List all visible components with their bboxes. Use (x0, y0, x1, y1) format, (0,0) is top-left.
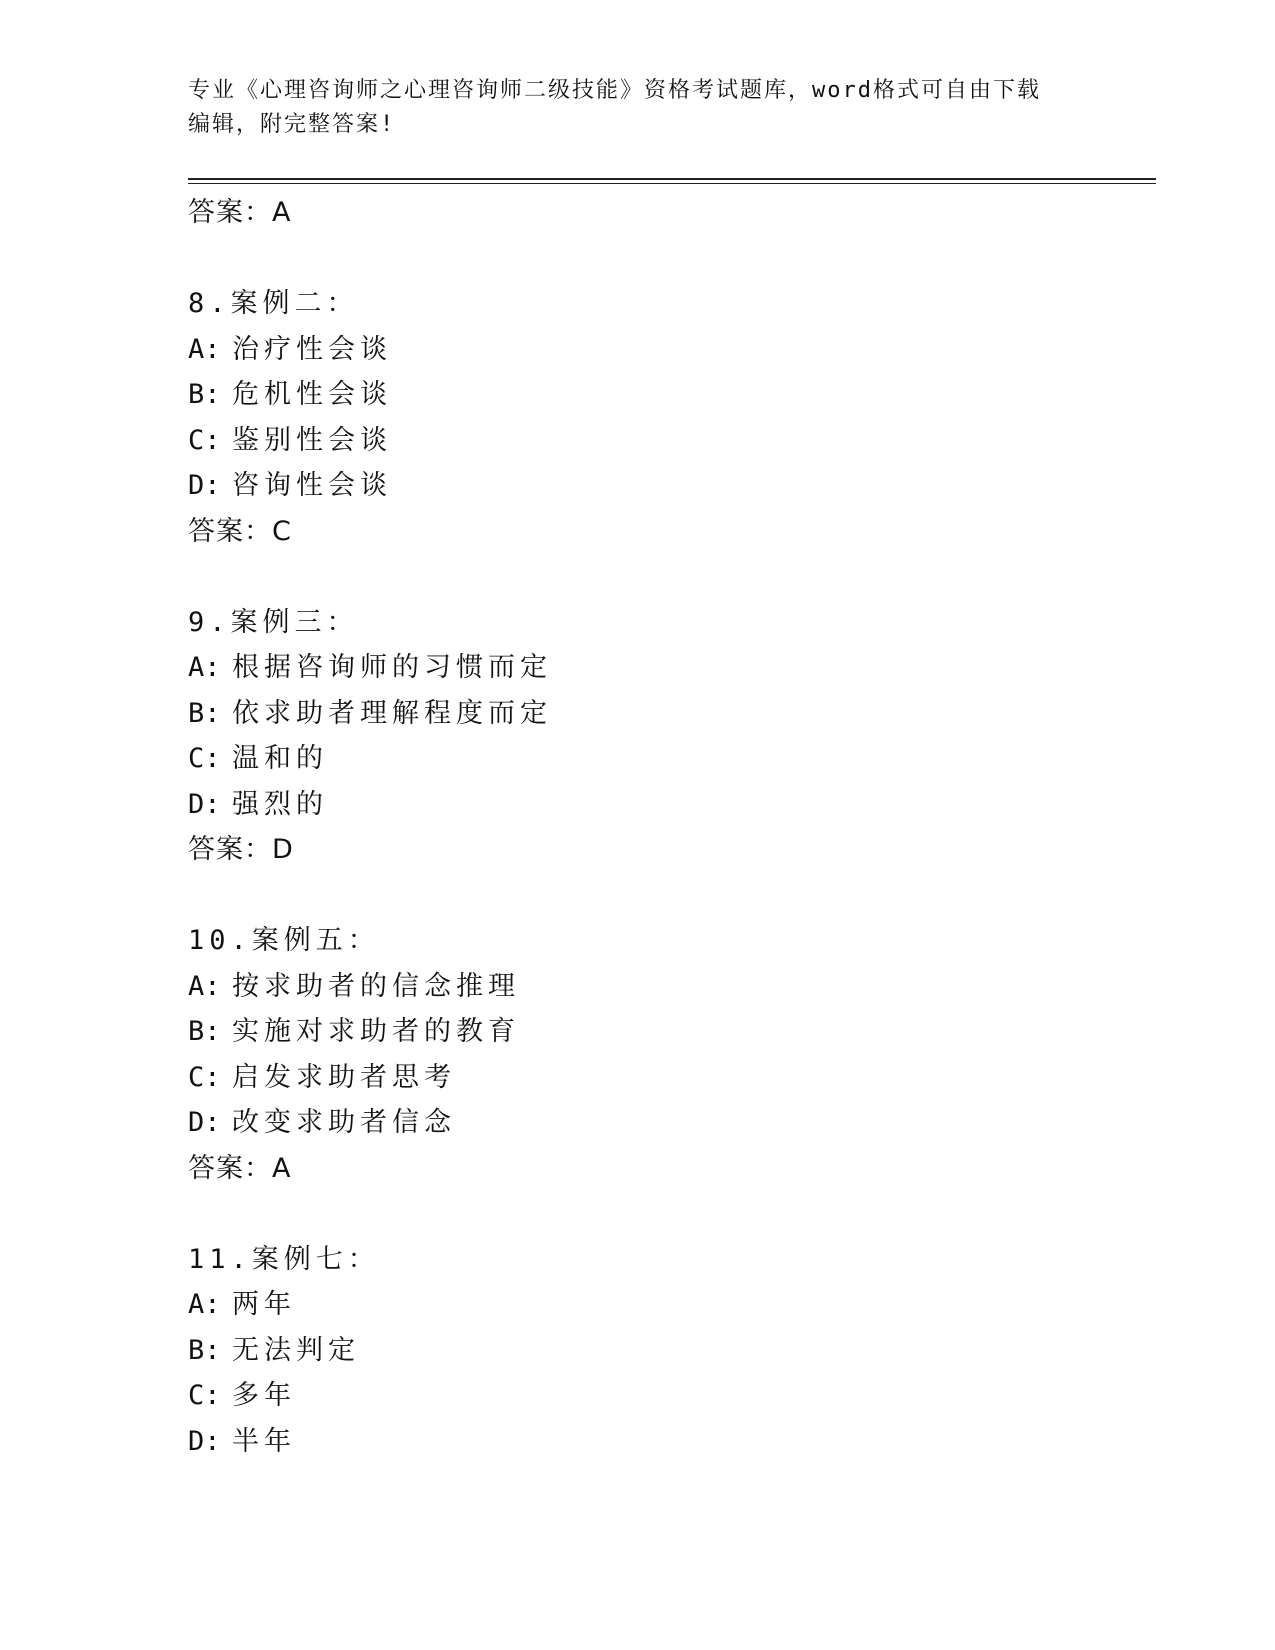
option-b (188, 1328, 1148, 1374)
option-a (188, 645, 1148, 691)
option-key: D: (188, 788, 221, 820)
header-divider-thin (188, 183, 1156, 184)
question-list (188, 190, 1148, 1464)
option-key: A: (188, 333, 221, 365)
option-b (188, 372, 1148, 418)
option-text: 鉴别性会谈 (232, 424, 392, 456)
answer-line: 答案：D (188, 834, 294, 865)
option-d (188, 1419, 1148, 1465)
option-d (188, 782, 1148, 828)
question-title: 9.案例三： (188, 606, 359, 638)
option-text: 无法判定 (232, 1334, 360, 1366)
question-title: 10.案例五： (188, 925, 380, 956)
option-text: 实施对求助者的教育 (232, 1016, 520, 1047)
option-key: D: (188, 1425, 221, 1457)
option-key: C: (188, 1061, 221, 1093)
answer-line: 答案：A (188, 1152, 292, 1184)
option-key: C: (188, 743, 221, 774)
option-key: A: (188, 1289, 221, 1320)
option-c (188, 736, 1148, 782)
question-title: 8.案例二： (188, 288, 359, 319)
option-text: 温和的 (232, 743, 328, 774)
option-text: 咨询性会谈 (232, 470, 392, 501)
header-line-1: 专业《心理咨询师之心理咨询师二级技能》资格考试题库，word格式可自由下载 (188, 78, 1041, 103)
option-text: 启发求助者思考 (232, 1061, 456, 1093)
option-text: 依求助者理解程度而定 (232, 697, 552, 729)
option-text: 改变求助者信念 (232, 1107, 456, 1138)
question-block (188, 600, 1148, 873)
question-block (188, 1237, 1148, 1465)
header-divider-thick (188, 178, 1156, 180)
document-header (188, 74, 1068, 142)
option-key: B: (188, 1016, 221, 1047)
option-text: 按求助者的信念推理 (232, 970, 520, 1002)
option-key: C: (188, 424, 221, 456)
option-key: B: (188, 697, 221, 729)
option-key: D: (188, 470, 221, 501)
option-text: 半年 (232, 1425, 296, 1457)
question-title: 11.案例七： (188, 1243, 380, 1275)
option-text: 两年 (232, 1289, 296, 1320)
answer-line: 答案：A (188, 197, 292, 228)
option-key: A: (188, 652, 221, 683)
option-text: 危机性会谈 (232, 379, 392, 410)
option-a (188, 327, 1148, 373)
option-a (188, 1282, 1148, 1328)
option-c (188, 1373, 1148, 1419)
option-text: 治疗性会谈 (232, 333, 392, 365)
option-text: 多年 (232, 1380, 296, 1411)
option-key: B: (188, 1334, 221, 1366)
option-d (188, 1100, 1148, 1146)
option-key: B: (188, 379, 221, 410)
question-block (188, 918, 1148, 1191)
option-b (188, 1009, 1148, 1055)
header-line-2: 编辑，附完整答案! (188, 112, 396, 137)
option-text: 强烈的 (232, 788, 328, 820)
option-a (188, 964, 1148, 1010)
option-key: D: (188, 1107, 221, 1138)
answer-line: 答案：C (188, 515, 292, 547)
option-b (188, 691, 1148, 737)
option-d (188, 463, 1148, 509)
question-block (188, 281, 1148, 554)
option-c (188, 418, 1148, 464)
option-c (188, 1055, 1148, 1101)
option-key: C: (188, 1380, 221, 1411)
option-key: A: (188, 970, 221, 1002)
option-text: 根据咨询师的习惯而定 (232, 652, 552, 683)
